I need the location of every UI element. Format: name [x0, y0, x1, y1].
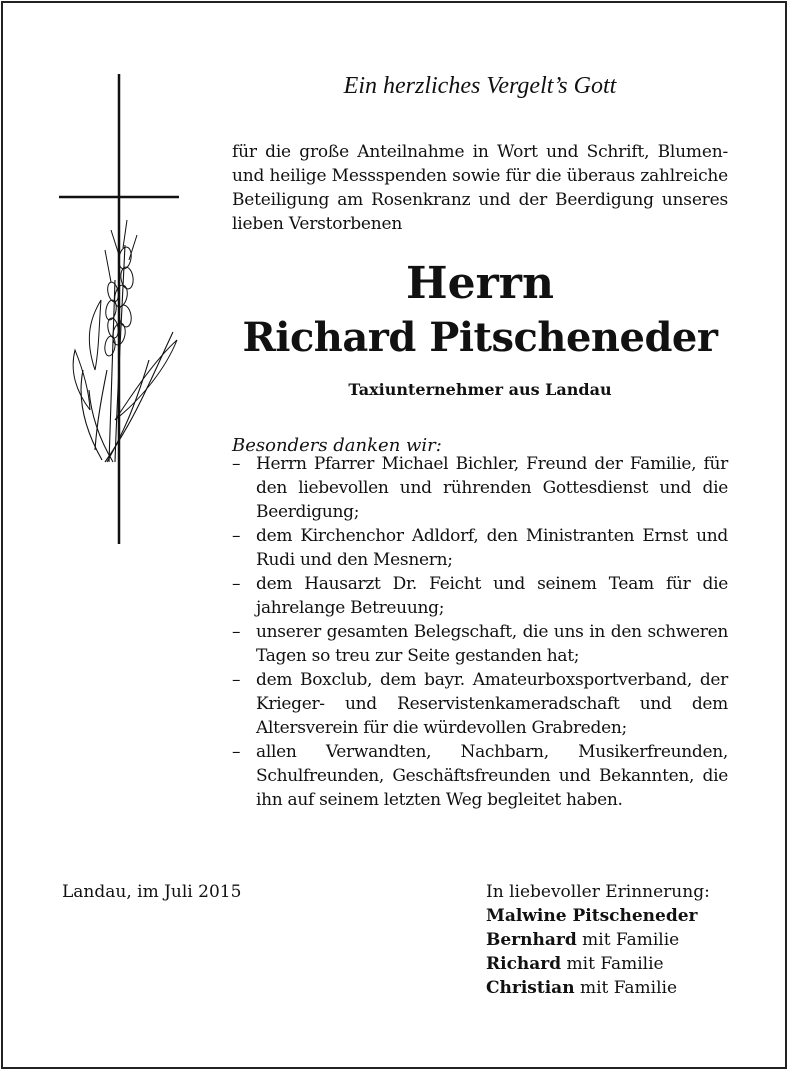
- signoff-row: [486, 976, 746, 1000]
- list-item-text: dem Boxclub, dem bayr. Amateurboxsportverband, der Krieger- und Reservistenkameradschaft und dem Altersverein für die würdevollen Grabreden;: [256, 670, 728, 738]
- dash-bullet: –: [232, 622, 241, 642]
- signoff-intro: In liebevoller Erinnerung:: [486, 882, 710, 902]
- salutation: Herrn: [406, 258, 554, 309]
- dash-bullet: –: [232, 526, 241, 546]
- signoff-name-primary: Malwine Pitscheneder: [486, 906, 698, 926]
- list-item-text: Herrn Pfarrer Michael Bichler, Freund der Familie, für den liebevollen und rührenden Gottesdienst und die Beerdigung;: [256, 454, 728, 522]
- signoff-suffix: mit Familie: [561, 954, 664, 974]
- dash-bullet: –: [232, 574, 241, 594]
- list-item: [232, 740, 728, 812]
- place-date: Landau, im Juli 2015: [62, 882, 242, 902]
- deceased-name: Richard Pitscheneder: [242, 314, 718, 361]
- list-item: [232, 620, 728, 668]
- signoff-row: [486, 952, 746, 976]
- list-item-text: allen Verwandten, Nachbarn, Musikerfreunden, Schulfreunden, Geschäftsfreunden und Bekannten, die ihn auf seinem letzten Weg begleitet haben.: [256, 742, 728, 810]
- dash-bullet: –: [232, 742, 241, 762]
- signoff-suffix: mit Familie: [574, 978, 678, 998]
- cross-with-wheat-icon: [55, 70, 185, 548]
- thanks-title: Besonders danken wir:: [232, 435, 442, 456]
- dash-bullet: –: [232, 670, 241, 690]
- signoff-row: [486, 928, 746, 952]
- list-item: [232, 668, 728, 740]
- signoff-name: Christian: [486, 978, 575, 998]
- heading: Ein herzliches Vergelt’s Gott: [343, 73, 617, 99]
- signoff: [486, 880, 746, 1000]
- list-item-text: dem Kirchenchor Adldorf, den Ministranten Ernst und Rudi und den Mesnern;: [256, 526, 728, 570]
- thanks-list: [232, 452, 728, 812]
- signoff-name: Richard: [486, 954, 562, 974]
- intro-text: für die große Anteilnahme in Wort und Schrift, Blumen- und heilige Messspenden sowie für die überaus zahlreiche Beteiligung am Rosenkranz und der Beerdigung unseres lieben Verstorbenen: [232, 142, 728, 234]
- list-item-text: dem Hausarzt Dr. Feicht und seinem Team für die jahrelange Betreuung;: [256, 574, 728, 618]
- occupation: Taxiunternehmer aus Landau: [348, 380, 612, 399]
- signoff-suffix: mit Familie: [576, 930, 680, 950]
- dash-bullet: –: [232, 454, 241, 474]
- list-item-text: unserer gesamten Belegschaft, die uns in den schweren Tagen so treu zur Seite gestanden hat;: [256, 622, 728, 666]
- signoff-name: Bernhard: [486, 930, 577, 950]
- list-item: [232, 572, 728, 620]
- list-item: [232, 452, 728, 524]
- list-item: [232, 524, 728, 572]
